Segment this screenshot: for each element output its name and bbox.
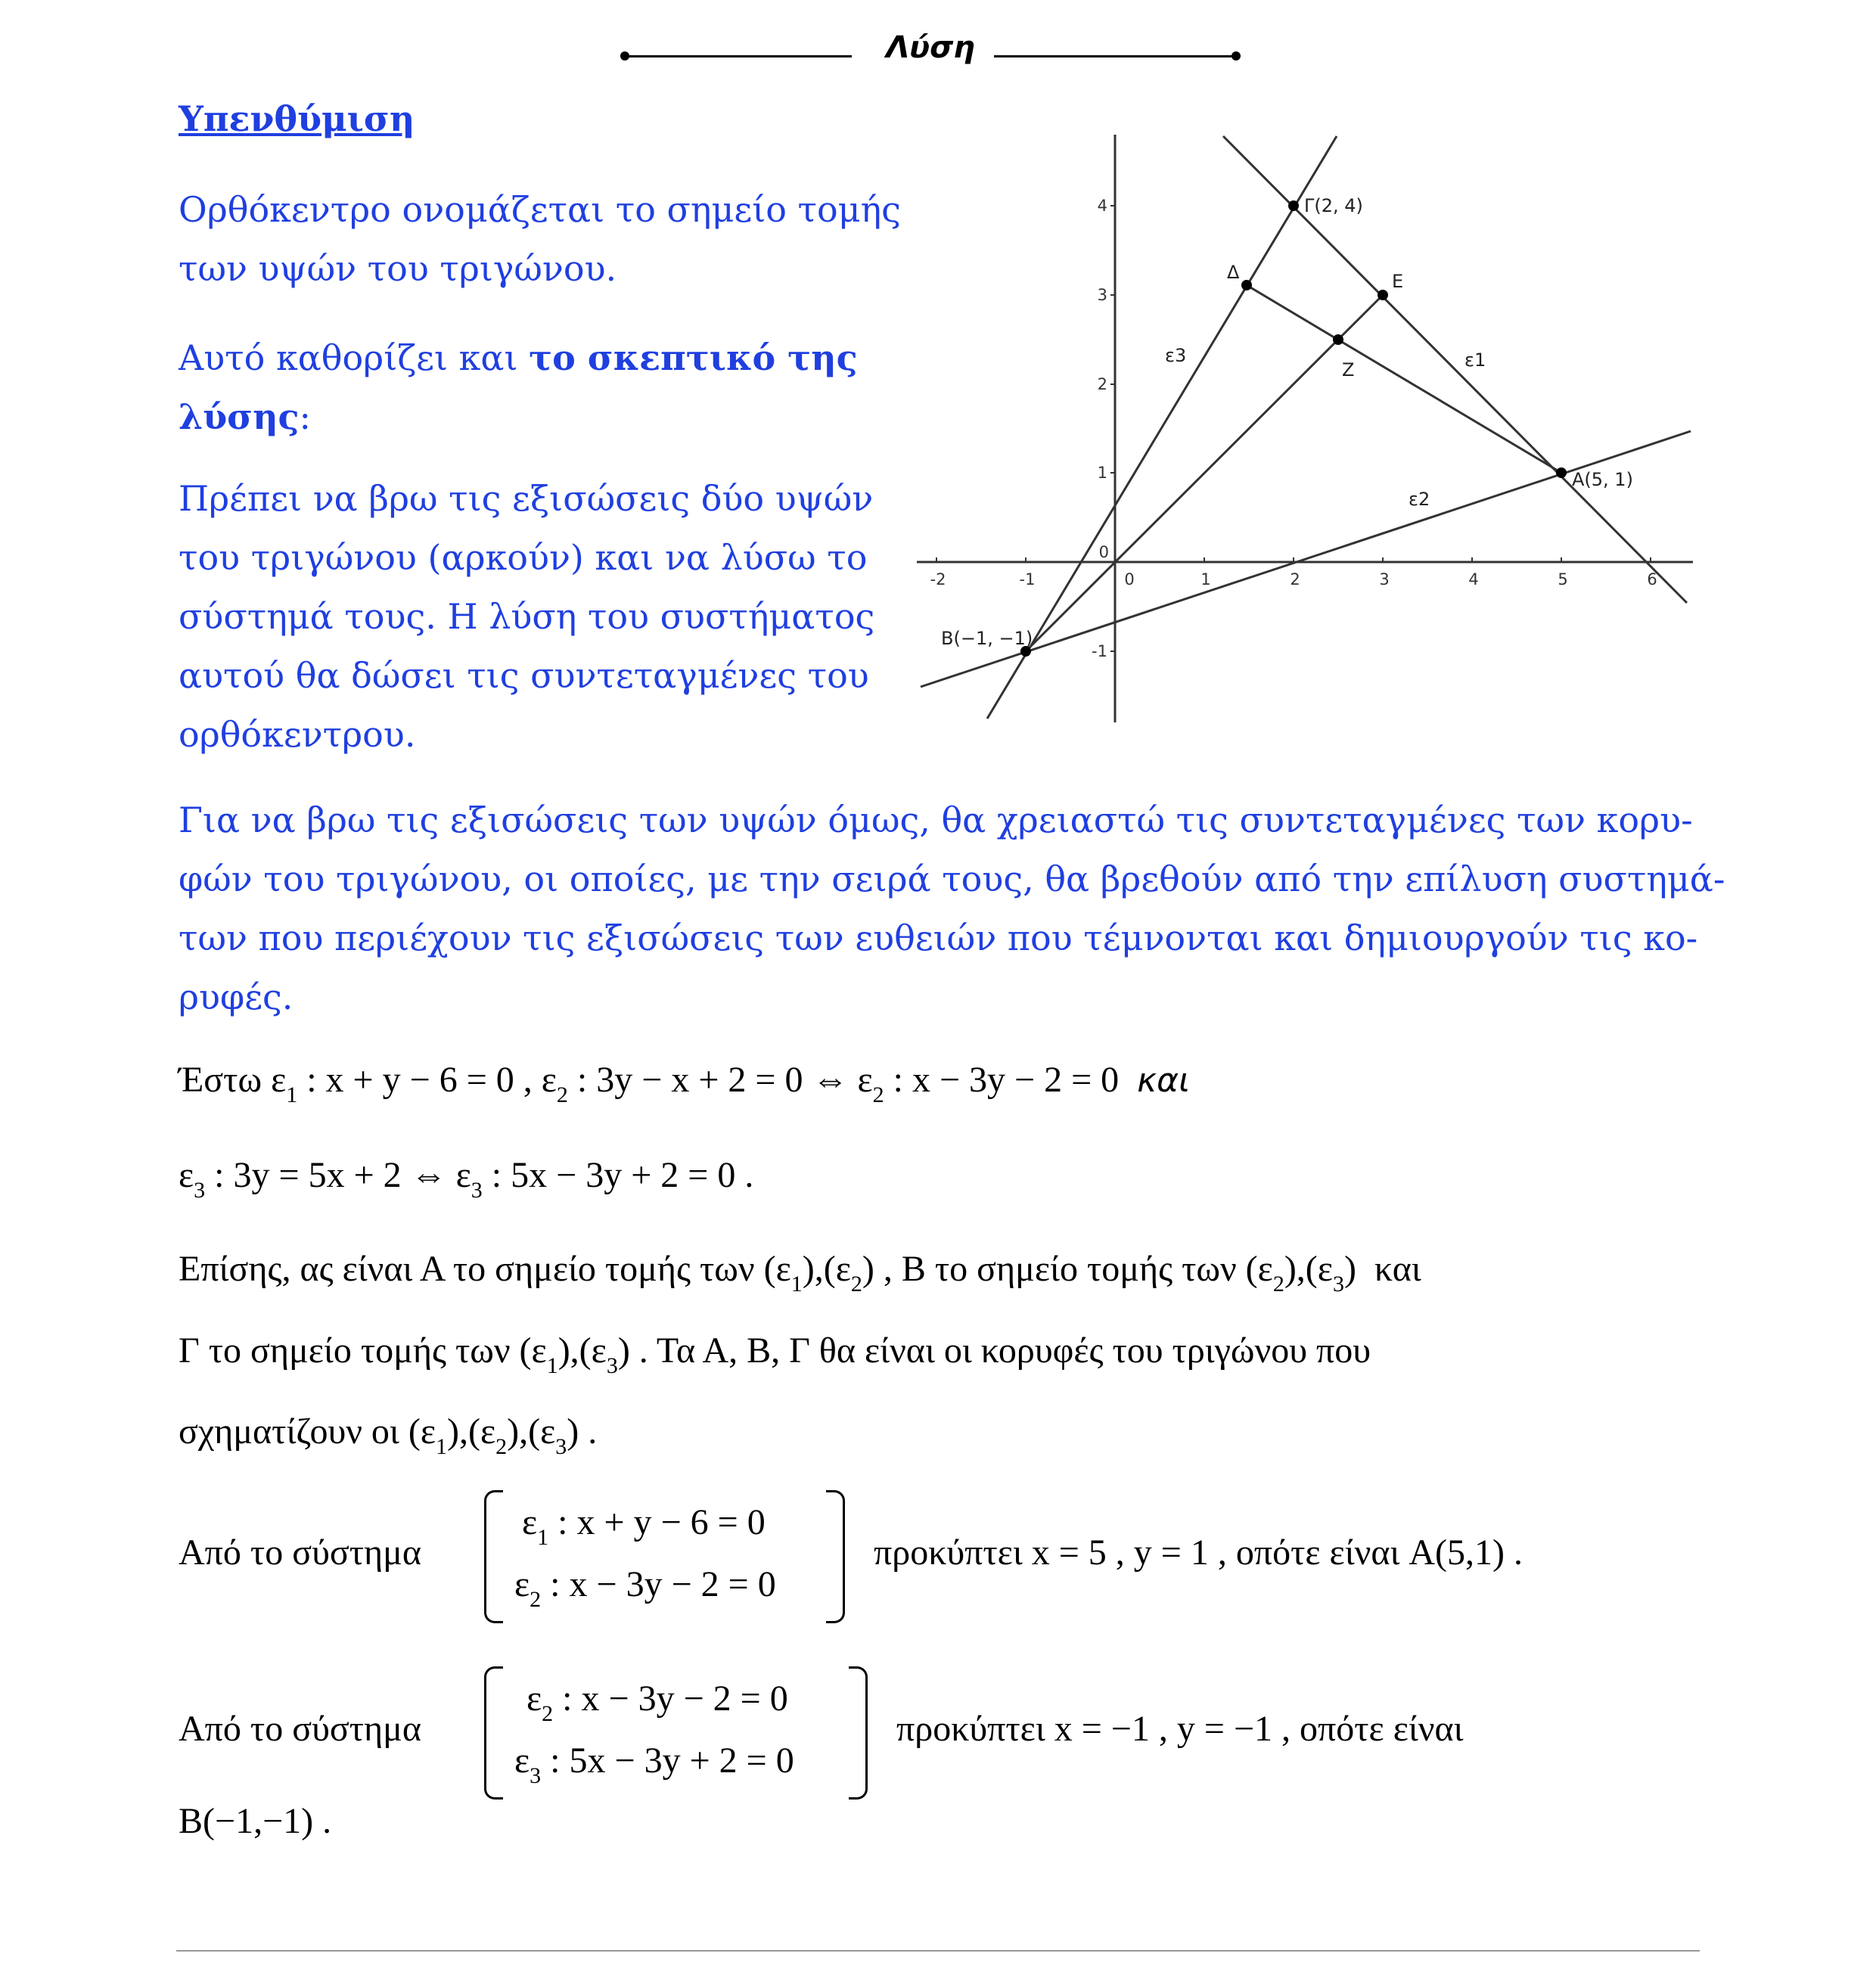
text-line: σύστημά τους. Η λύση του συστήματος (179, 596, 875, 637)
paren: ) (1284, 1249, 1297, 1289)
subscript: 3 (530, 1763, 542, 1788)
x-tick-label: 6 (1647, 570, 1657, 588)
x-tick-label: 5 (1558, 570, 1568, 588)
text: σχηματίζουν οι (179, 1411, 399, 1452)
paren: ( (823, 1249, 836, 1289)
label-point-e: E (1392, 271, 1404, 292)
paren: ) (507, 1411, 520, 1452)
text-line: Ορθόκεντρο ονομάζεται το σημείο τομής (179, 189, 901, 230)
subscript: 3 (471, 1178, 483, 1203)
epsilon: ε (591, 1331, 607, 1371)
header-left-line (625, 55, 852, 57)
equations-line-2 (179, 1154, 753, 1203)
subscript: 1 (790, 1272, 803, 1296)
subscript: 2 (872, 1082, 884, 1107)
epsilon: ε (480, 1411, 496, 1452)
system-2-lead: Από το σύστημα (179, 1709, 421, 1749)
label-line-e3: ε3 (1165, 345, 1187, 366)
point-a (1556, 467, 1567, 478)
label-point-b: B(−1, −1) (941, 628, 1033, 649)
system-1-left-brace (484, 1490, 503, 1623)
epsilon: ε (271, 1060, 287, 1100)
subscript: 2 (1272, 1272, 1284, 1296)
vertices-line-2 (179, 1330, 1371, 1379)
text-line: των υψών του τριγώνου. (179, 248, 617, 289)
epsilon: ε (522, 1502, 538, 1542)
epsilon: ε (1257, 1249, 1273, 1289)
text: Έστω (179, 1060, 262, 1100)
text-line: των που περιέχουν τις εξισώσεις των ευθειών που τέμνονται και δημιουργούν τις κο- (179, 918, 1698, 958)
subscript: 2 (495, 1434, 508, 1459)
subscript: 2 (850, 1272, 862, 1296)
text: και (1374, 1249, 1421, 1289)
subscript: 3 (606, 1353, 618, 1378)
comma: , (519, 1411, 529, 1452)
text: Γ το σημείο τομής των (179, 1331, 511, 1371)
subscript: 1 (546, 1353, 558, 1378)
label-point-a: A(5, 1) (1572, 469, 1633, 490)
y-tick-label: 3 (1097, 286, 1107, 304)
equation-e2a: : 3y − x + 2 = 0 ⇔ (576, 1060, 849, 1100)
paren: ( (579, 1331, 592, 1371)
y-tick-label: 2 (1097, 375, 1107, 393)
paren: ( (408, 1411, 421, 1452)
period: . (588, 1411, 598, 1452)
comma: , (458, 1411, 468, 1452)
text-line: Πρέπει να βρω τις εξισώσεις δύο υψών (179, 478, 874, 519)
x-tick-label: 4 (1468, 570, 1479, 588)
vertices-line-1 (179, 1248, 1421, 1297)
system-1-right-brace (826, 1490, 845, 1623)
point-g (1288, 200, 1299, 211)
paren: ) (617, 1331, 630, 1371)
subscript: 1 (435, 1434, 447, 1459)
intro-paragraph (179, 790, 1725, 1026)
system-1-row-2 (514, 1564, 776, 1613)
equation: : x − 3y − 2 = 0 (562, 1678, 788, 1719)
x-tick-label: -2 (930, 570, 946, 588)
y-tick-label: 0 (1098, 543, 1109, 561)
label-line-e1: ε1 (1464, 349, 1486, 371)
page-title: Λύση (886, 30, 975, 65)
paren: ( (519, 1331, 532, 1371)
triangle-figure (908, 129, 1694, 726)
paren: ) (1343, 1249, 1356, 1289)
reminder-heading: Υπενθύμιση (179, 98, 415, 139)
point-z (1333, 334, 1343, 345)
system-1-lead: Από το σύστημα (179, 1532, 421, 1573)
equations-line-1 (179, 1059, 1190, 1108)
subscript: 3 (555, 1434, 567, 1459)
subscript: 2 (542, 1701, 554, 1726)
epsilon: ε (420, 1411, 436, 1452)
paren: ( (1305, 1249, 1318, 1289)
subscript: 3 (194, 1178, 206, 1203)
subscript: 1 (286, 1082, 298, 1107)
label-point-z: Z (1342, 359, 1355, 380)
text: Επίσης, ας είναι Α το σημείο τομής των (179, 1249, 755, 1289)
equation-e3a: : 3y = 5x + 2 ⇔ (214, 1155, 447, 1195)
subscript: 1 (537, 1525, 549, 1550)
paren: ( (763, 1249, 776, 1289)
text-line: φών του τριγώνου, οι οποίες, με την σειρά τους, θα βρεθούν από την επίλυση συστημά- (179, 859, 1725, 899)
equation: : x − 3y − 2 = 0 (550, 1564, 776, 1604)
paren: ) (567, 1411, 579, 1452)
epsilon: ε (540, 1411, 556, 1452)
text: και (1137, 1061, 1190, 1100)
paren: ( (1245, 1249, 1258, 1289)
x-tick-label: 1 (1200, 570, 1211, 588)
paren: ) (558, 1331, 570, 1371)
paren: ) (446, 1411, 459, 1452)
x-tick-label: 2 (1290, 570, 1300, 588)
point-d (1241, 280, 1252, 290)
comma: , (814, 1249, 824, 1289)
text-line: αυτού θα δώσει τις συντεταγμένες του (179, 655, 869, 696)
y-tick-label: -1 (1092, 642, 1107, 660)
system-2-row-2 (514, 1740, 794, 1789)
epsilon: ε (531, 1331, 547, 1371)
system-1-row-1 (522, 1501, 766, 1551)
label-point-d: Δ (1227, 262, 1240, 283)
header-right-dot (1232, 51, 1241, 61)
system-1-result: προκύπτει x = 5 , y = 1 , οπότε είναι A(5,1) . (874, 1532, 1523, 1573)
text-line: Για να βρω τις εξισώσεις των υψών όμως, θα χρειαστώ τις συντεταγμένες των κορυ- (179, 800, 1693, 840)
point-e (1377, 290, 1388, 300)
epsilon: ε (179, 1155, 194, 1195)
subscript: 3 (1332, 1272, 1344, 1296)
altitude-from-b (1026, 295, 1383, 651)
text-line: του τριγώνου (αρκούν) και να λύσω το (179, 537, 868, 578)
bold-text: λύσης (179, 396, 300, 437)
text-line: Αυτό καθορίζει και (179, 337, 530, 378)
reminder-paragraph-3 (179, 469, 874, 764)
epsilon: ε (835, 1249, 851, 1289)
comma: , (883, 1249, 893, 1289)
system-2-row-1 (526, 1678, 788, 1727)
epsilon: ε (514, 1741, 530, 1781)
subscript: 2 (530, 1587, 542, 1612)
epsilon: ε (775, 1249, 791, 1289)
system-2-tail: B(−1,−1) . (179, 1801, 332, 1841)
equation-e1: : x + y − 6 = 0 , (306, 1060, 533, 1100)
y-tick-label: 1 (1097, 464, 1107, 482)
label-point-g: Γ(2, 4) (1304, 195, 1363, 216)
equation-e3b: : 5x − 3y + 2 = 0 . (491, 1155, 754, 1195)
reminder-paragraph-1 (179, 180, 901, 298)
x-tick-label: 3 (1379, 570, 1390, 588)
vertices-line-3 (179, 1411, 597, 1460)
comma: , (570, 1331, 579, 1371)
epsilon: ε (455, 1155, 471, 1195)
epsilon: ε (1317, 1249, 1333, 1289)
text-line: ορθόκεντρου. (179, 714, 416, 755)
system-2-left-brace (484, 1666, 503, 1800)
text-line: ρυφές. (179, 977, 294, 1017)
epsilon: ε (857, 1060, 873, 1100)
equation: : 5x − 3y + 2 = 0 (550, 1741, 794, 1781)
x-tick-label: 0 (1124, 570, 1135, 588)
altitude-from-a (1247, 285, 1561, 473)
epsilon: ε (514, 1564, 530, 1604)
paren: ) (802, 1249, 815, 1289)
epsilon: ε (541, 1060, 557, 1100)
page-header (620, 30, 1241, 76)
text: Β το σημείο τομής των (901, 1249, 1237, 1289)
line-e3 (987, 136, 1337, 719)
header-right-line (994, 55, 1236, 57)
comma: , (1296, 1249, 1306, 1289)
x-tick-label: -1 (1019, 570, 1036, 588)
system-2-right-brace (849, 1666, 868, 1800)
epsilon: ε (526, 1678, 542, 1719)
equation-e2b: : x − 3y − 2 = 0 (893, 1060, 1120, 1100)
bold-text: το σκεπτικό της (529, 337, 858, 378)
bottom-rule (176, 1950, 1700, 1952)
paren: ( (467, 1411, 480, 1452)
label-line-e2: ε2 (1409, 489, 1430, 510)
system-2-result: προκύπτει x = −1 , y = −1 , οπότε είναι (896, 1709, 1464, 1749)
paren: ( (528, 1411, 541, 1452)
y-tick-label: 4 (1097, 197, 1107, 215)
reminder-paragraph-2 (179, 328, 858, 446)
subscript: 2 (556, 1082, 568, 1107)
paren: ) (862, 1249, 874, 1289)
text: . Τα Α, Β, Γ θα είναι οι κορυφές του τριγώνου που (638, 1331, 1371, 1371)
text-line: : (299, 396, 312, 437)
equation: : x + y − 6 = 0 (558, 1502, 766, 1542)
